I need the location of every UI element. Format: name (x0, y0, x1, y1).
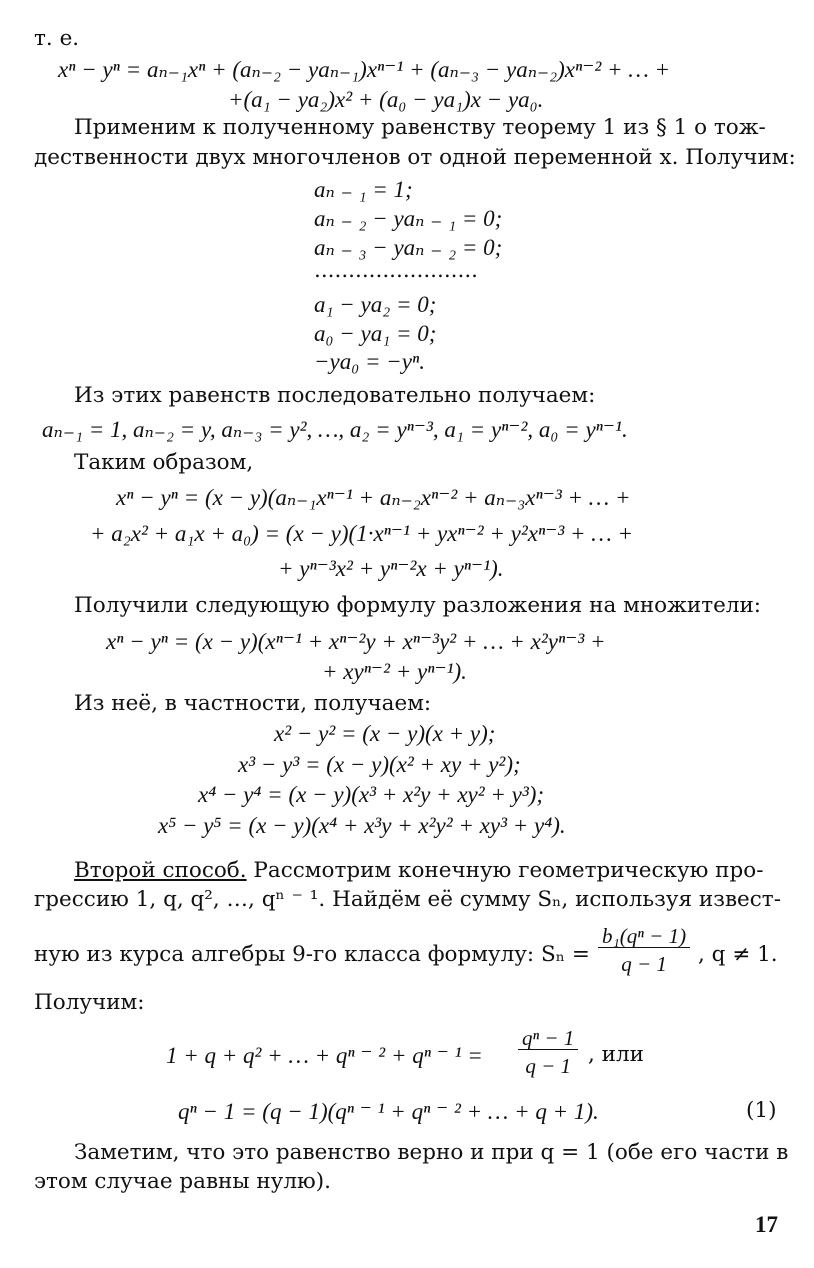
paragraph-line: Из неё, в частности, получаем: (74, 691, 432, 716)
paragraph-line: этом случае равны нулю). (34, 1169, 331, 1194)
paragraph-line: Заметим, что это равенство верно и при q = 1 (обе его части в (74, 1140, 789, 1165)
equation-line: qⁿ − 1 = (q − 1)(qⁿ ⁻ ¹ + qⁿ ⁻ ² + … + q + 1). (178, 1099, 599, 1124)
paragraph-line: дественности двух многочленов от одной переменной x. Получим: (34, 145, 796, 170)
system-line: a₀ − ya₁ = 0; (314, 321, 437, 346)
equation-line: aₙ₋₁ = 1, aₙ₋₂ = y, aₙ₋₃ = y², …, a₂ = yⁿ⁻³, a₁ = yⁿ⁻², a₀ = yⁿ⁻¹. (42, 417, 628, 442)
equation-line: xⁿ − yⁿ = (x − y)(aₙ₋₁xⁿ⁻¹ + aₙ₋₂xⁿ⁻² + aₙ₋₃xⁿ⁻³ + … + (116, 485, 631, 510)
equation-number: (1) (746, 1098, 777, 1123)
page-number: 17 (755, 1212, 778, 1237)
equation-line: +(a₁ − ya₂)x² + (a₀ − ya₁)x − ya₀. (228, 87, 544, 112)
paragraph-line: грессию 1, q, q², …, qⁿ ⁻ ¹. Найдём её сумму Sₙ, используя извест- (34, 887, 781, 912)
paragraph-line: Применим к полученному равенству теорему 1 из § 1 о тож- (74, 115, 766, 140)
paragraph-line: ную из курса алгебры 9-го класса формулу: Sₙ = (34, 942, 590, 967)
paragraph-line: Получили следующую формулу разложения на множители: (74, 593, 762, 618)
text-line: т. е. (34, 26, 80, 51)
fraction (518, 1028, 578, 1077)
equation-line: 1 + q + q² + … + qⁿ ⁻ ² + qⁿ ⁻ ¹ = (166, 1043, 483, 1068)
equation-line: x³ − y³ = (x − y)(x² + xy + y²); (238, 752, 521, 777)
paragraph-line: Получим: (34, 990, 145, 1015)
paragraph-line: Таким образом, (74, 450, 254, 475)
ellipsis-line: ........................ (314, 258, 479, 283)
paragraph-line: Из этих равенств последовательно получаем: (74, 383, 596, 408)
fraction-numerator: b₁(qⁿ − 1) (598, 926, 690, 948)
system-line: aₙ ₋ ₂ − yaₙ ₋ ₁ = 0; (314, 206, 503, 231)
equation-line: + yⁿ⁻³x² + yⁿ⁻²x + yⁿ⁻¹). (278, 556, 504, 581)
fraction (598, 926, 690, 975)
paragraph-text: Рассмотрим конечную геометрическую про- (246, 858, 764, 883)
system-line: a₁ − ya₂ = 0; (314, 292, 437, 317)
section-heading: Второй способ. (74, 858, 247, 883)
equation-line: x⁴ − y⁴ = (x − y)(x³ + x²y + xy² + y³); (198, 782, 545, 807)
equation-line: x² − y² = (x − y)(x + y); (274, 721, 496, 746)
system-line: −ya₀ = −yⁿ. (314, 349, 425, 374)
fraction-denominator: q − 1 (525, 1054, 571, 1078)
equation-line: xⁿ − yⁿ = (x − y)(xⁿ⁻¹ + xⁿ⁻²y + xⁿ⁻³y² + … + x²yⁿ⁻³ + (106, 629, 606, 654)
equation-line: + xyⁿ⁻² + yⁿ⁻¹). (322, 659, 467, 684)
fraction-denominator: q − 1 (621, 952, 667, 976)
equation-line: + a₂x² + a₁x + a₀) = (x − y)(1·xⁿ⁻¹ + yxⁿ⁻² + y²xⁿ⁻³ + … + (90, 521, 634, 546)
paragraph-text: , q ≠ 1. (698, 942, 778, 967)
paragraph-text: , или (588, 1042, 644, 1067)
system-line: aₙ ₋ ₃ − yaₙ ₋ ₂ = 0; (314, 235, 503, 260)
equation-line: xⁿ − yⁿ = aₙ₋₁xⁿ + (aₙ₋₂ − yaₙ₋₁)xⁿ⁻¹ + (aₙ₋₃ − yaₙ₋₂)xⁿ⁻² + … + (58, 57, 671, 82)
equation-line: x⁵ − y⁵ = (x − y)(x⁴ + x³y + x²y² + xy³ + y⁴). (158, 813, 566, 838)
paragraph-line (74, 860, 763, 882)
system-line: aₙ ₋ ₁ = 1; (314, 177, 413, 202)
fraction-numerator: qⁿ − 1 (518, 1028, 578, 1050)
